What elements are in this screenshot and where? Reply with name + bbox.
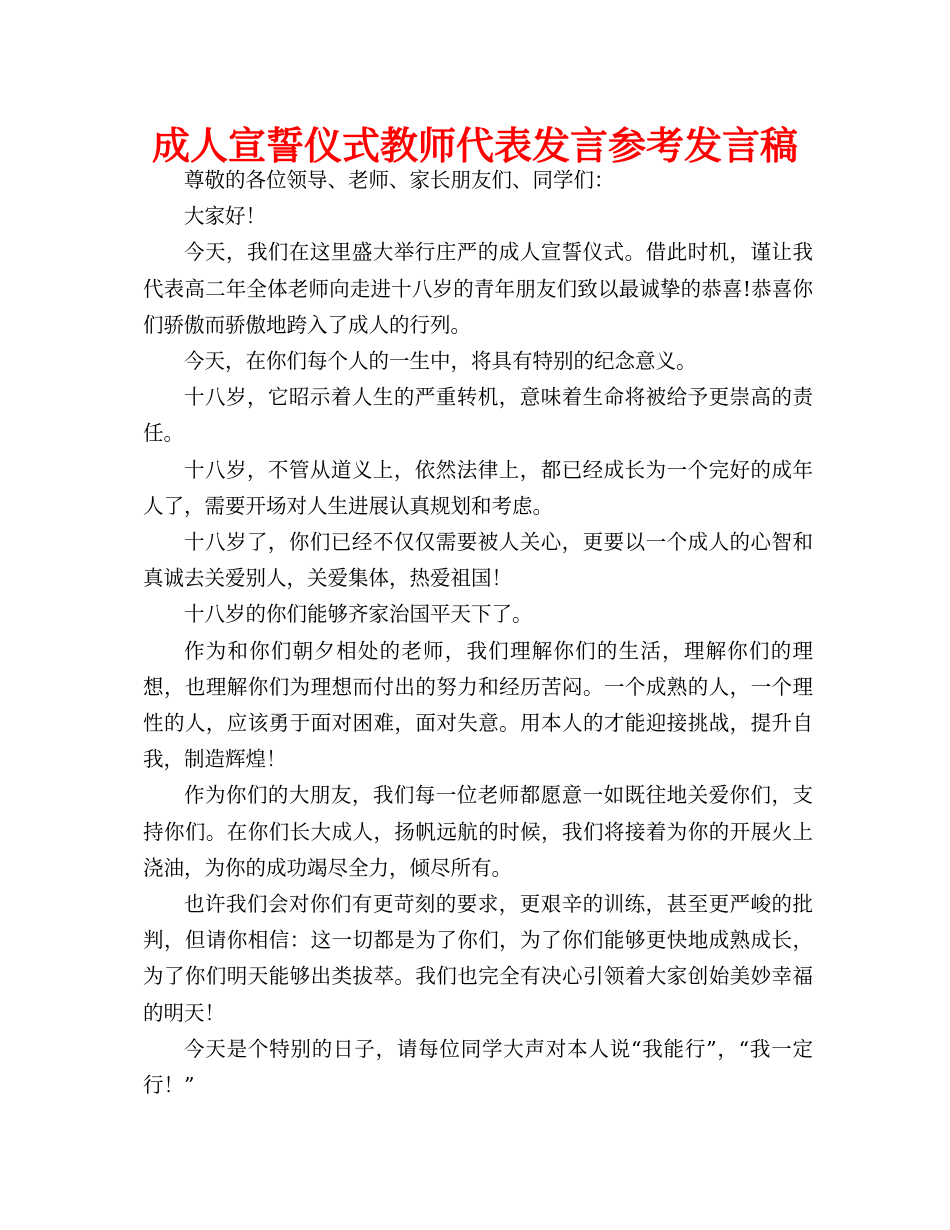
paragraph: 十八岁了，你们已经不仅仅需要被人关心，更要以一个成人的心智和真诚去关爱别人，关爱集体，热爱祖国！ [143, 530, 813, 591]
paragraph-greeting: 大家好！ [184, 204, 266, 229]
document-body [143, 162, 813, 1103]
paragraph: 作为你们的大朋友，我们每一位老师都愿意一如既往地关爱你们，支持你们。在你们长大成人，扬帆远航的时候，我们将接着为你的开展火上浇油，为你的成功竭尽全力，倾尽所有。 [143, 783, 813, 880]
document-title: 成人宣誓仪式教师代表发言参考发言稿 [151, 124, 798, 168]
paragraph: 十八岁的你们能够齐家治国平天下了。 [184, 602, 533, 627]
paragraph-closing: 今天是个特别的日子，请每位同学大声对本人说“我能行”，“我一定行！” [143, 1036, 813, 1098]
paragraph: 今天，在你们每个人的一生中，将具有特别的纪念意义。 [184, 349, 697, 374]
paragraph: 也许我们会对你们有更苛刻的要求，更艰辛的训练，甚至更严峻的批判，但请你相信：这一切都是为了你们，为了你们能够更快地成熟成长，为了你们明天能够出类拔萃。我们也完全有决心引领着大家创始美妙幸福的明天！ [143, 892, 813, 1025]
paragraph-salutation: 尊敬的各位领导、老师、家长朋友们、同学们： [184, 168, 615, 192]
paragraph: 作为和你们朝夕相处的老师，我们理解你们的生活，理解你们的理想，也理解你们为理想而付出的努力和经历苦闷。一个成熟的人，一个理性的人，应该勇于面对困难，面对失意。用本人的才能迎接挑战，提升自我，制造辉煌！ [143, 638, 813, 772]
paragraph: 十八岁，它昭示着人生的严重转机，意味着生命将被给予更崇高的责任。 [143, 385, 813, 446]
paragraph: 十八岁，不管从道义上，依然法律上，都已经成长为一个完好的成年人了，需要开场对人生进展认真规划和考虑。 [143, 457, 813, 518]
paragraph: 今天，我们在这里盛大举行庄严的成人宣誓仪式。借此时机，谨让我代表高二年全体老师向走进十八岁的青年朋友们致以最诚挚的恭喜!恭喜你们骄傲而骄傲地跨入了成人的行列。 [143, 240, 813, 337]
